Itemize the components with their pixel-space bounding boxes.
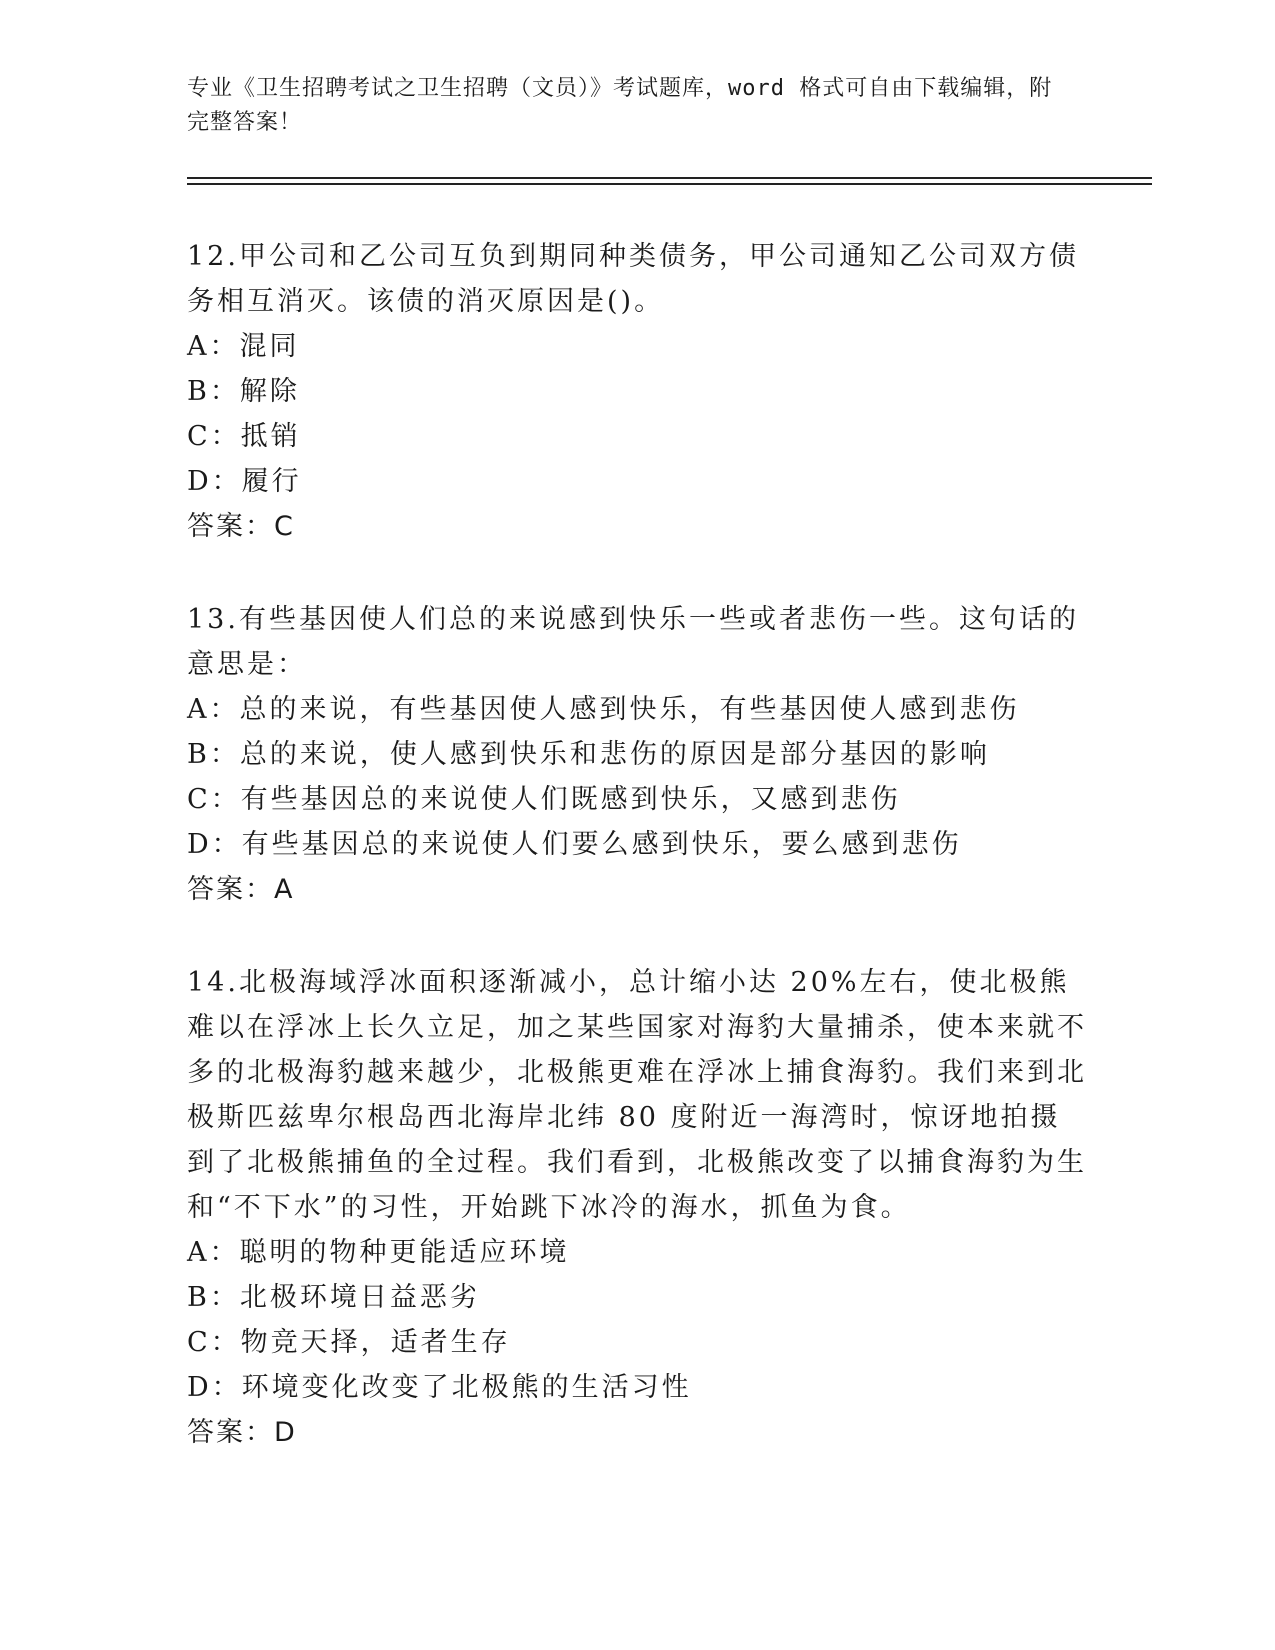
option-b: B：北极环境日益恶劣	[187, 1282, 480, 1313]
question-13	[187, 597, 1087, 912]
question-stem: 13.有些基因使人们总的来说感到快乐一些或者悲伤一些。这句话的意思是：	[187, 604, 1079, 680]
question-stem: 14.北极海域浮冰面积逐渐减小，总计缩小达 20%左右，使北极熊难以在浮冰上长久立足，加之某些国家对海豹大量捕杀，使本来就不多的北极海豹越来越少，北极熊更难在浮冰上捕食海豹。我们来到北极斯匹兹卑尔根岛西北海岸北纬 80 度附近一海湾时，惊讶地拍摄到了北极熊捕鱼的全过程。我们看到，北极熊改变了以捕食海豹为生和“不下水”的习性，开始跳下冰冷的海水，抓鱼为食。	[187, 967, 1087, 1223]
header-rule-top	[187, 177, 1152, 179]
option-b: B：总的来说，使人感到快乐和悲伤的原因是部分基因的影响	[187, 739, 990, 770]
option-d: D：有些基因总的来说使人们要么感到快乐，要么感到悲伤	[187, 829, 962, 860]
option-a: A：总的来说，有些基因使人感到快乐，有些基因使人感到悲伤	[187, 694, 1020, 725]
header-rule-bottom	[187, 183, 1152, 185]
option-b: B：解除	[187, 376, 300, 407]
question-12	[187, 234, 1087, 549]
answer-label: 答案：D	[187, 1417, 297, 1448]
option-d: D：环境变化改变了北极熊的生活习性	[187, 1372, 692, 1403]
option-a: A：混同	[187, 331, 300, 362]
option-d: D：履行	[187, 466, 302, 497]
question-14	[187, 960, 1087, 1455]
question-stem: 12.甲公司和乙公司互负到期同种类债务，甲公司通知乙公司双方债务相互消灭。该债的消灭原因是()。	[187, 241, 1079, 317]
option-a: A：聪明的物种更能适应环境	[187, 1237, 570, 1268]
answer-label: 答案：A	[187, 874, 295, 905]
document-header: 专业《卫生招聘考试之卫生招聘（文员）》考试题库，word 格式可自由下载编辑，附完整答案！	[187, 76, 1053, 135]
option-c: C：抵销	[187, 421, 301, 452]
option-c: C：有些基因总的来说使人们既感到快乐，又感到悲伤	[187, 784, 901, 815]
answer-label: 答案：C	[187, 511, 295, 542]
option-c: C：物竞天择，适者生存	[187, 1327, 511, 1358]
